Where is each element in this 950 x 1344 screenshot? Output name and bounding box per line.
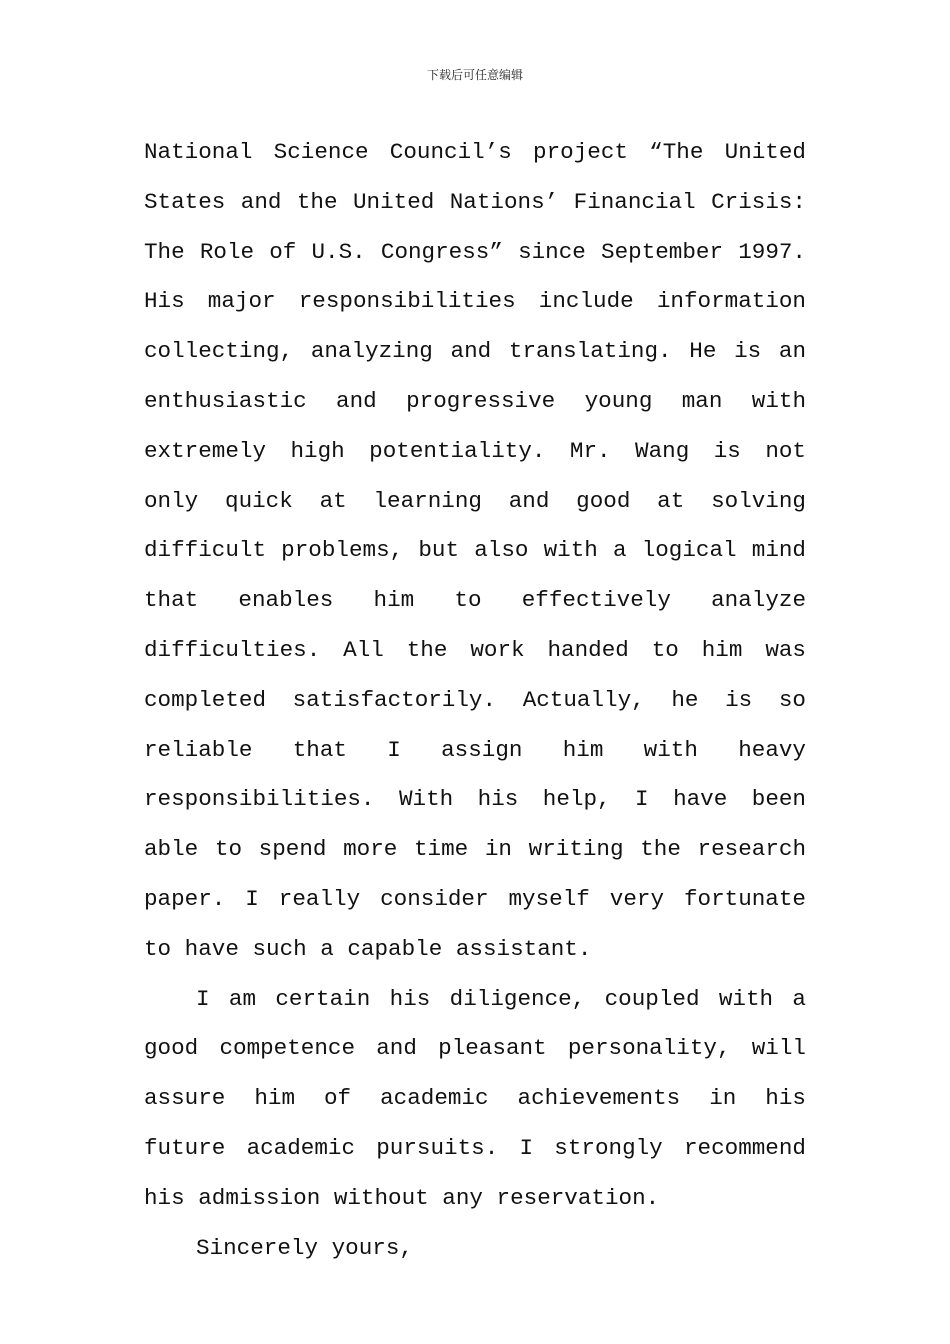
letter-closing: Sincerely yours,: [196, 1234, 413, 1261]
letter-paragraph-2: I am certain his diligence, coupled with a good competence and pleasant personality, will assure him of academic achievements in his future academic pursuits. I strongly recommend his admission without any reservation.: [144, 985, 806, 1211]
header-note: 下载后可任意编辑: [426, 68, 523, 82]
letter-body: [144, 128, 806, 1273]
letter-paragraph-1: National Science Council’s project “The United States and the United Nations’ Financial Crisis: The Role of U.S. Congress” since September 1997. His major responsibilities include information collecting, analyzing and translating. He is an enthusiastic and progressive young man with extremely high potentiality. Mr. Wang is not only quick at learning and good at solving difficult problems, but also with a logical mind that enables him to effectively analyze difficulties. All the work handed to him was completed satisfactorily. Actually, he is so reliable that I assign him with heavy responsibilities. With his help, I have been able to spend more time in writing the research paper. I really consider myself very fortunate to have such a capable assistant.: [144, 139, 806, 962]
